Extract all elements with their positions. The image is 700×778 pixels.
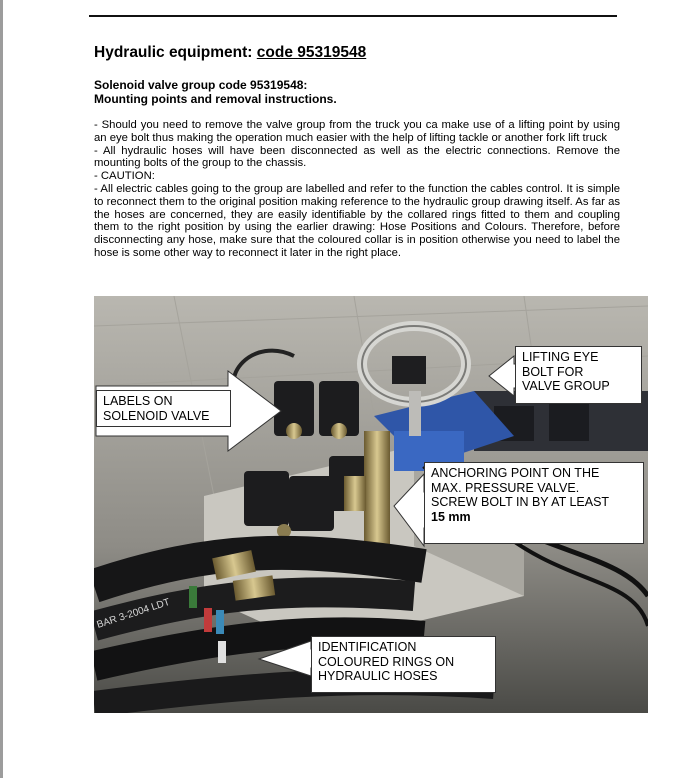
callout-line: SCREW BOLT IN BY AT LEAST bbox=[431, 495, 610, 509]
subtitle-line-1: Solenoid valve group code 95319548: bbox=[94, 78, 308, 92]
instructions-text bbox=[94, 119, 620, 260]
callout-line: ANCHORING POINT ON THE bbox=[431, 466, 600, 480]
title-prefix: Hydraulic equipment: bbox=[94, 44, 257, 61]
title-code: code 95319548 bbox=[256, 44, 367, 61]
callout-line: SOLENOID VALVE bbox=[103, 408, 210, 423]
callout-solenoid-labels bbox=[96, 390, 231, 427]
callout-identification-rings bbox=[311, 636, 496, 693]
callout-line: 15 mm bbox=[431, 509, 471, 524]
callout-line: BOLT FOR bbox=[522, 364, 584, 379]
page-left-border bbox=[0, 0, 3, 778]
callout-line: IDENTIFICATION bbox=[318, 640, 417, 654]
instruction-paragraph: - All hydraulic hoses will have been disconnected as well as the electric connections. Remove the mounting bolts of the group to the chassis. bbox=[94, 144, 620, 170]
top-rule bbox=[89, 15, 617, 17]
callout-line: VALVE GROUP bbox=[522, 379, 610, 393]
callout-lifting-eye-bolt bbox=[515, 346, 642, 404]
callout-line: LABELS ON bbox=[103, 394, 173, 408]
subtitle-line-2: Mounting points and removal instructions. bbox=[94, 92, 337, 106]
callout-anchoring-point bbox=[424, 462, 644, 544]
instruction-paragraph: - Should you need to remove the valve group from the truck you ca make use of a lifting point by using an eye bolt thus making the operation much easier with the help of lifting tackle or another fork lift truck bbox=[94, 119, 620, 144]
callout-line: LIFTING EYE bbox=[522, 350, 599, 364]
page-title bbox=[94, 44, 366, 62]
hose-print-text: BAR 3-2004 LDT bbox=[95, 596, 172, 631]
instruction-paragraph: - CAUTION: bbox=[94, 170, 155, 183]
callout-line: COLOURED RINGS ON bbox=[318, 654, 455, 669]
callout-line: HYDRAULIC HOSES bbox=[318, 669, 438, 683]
callout-line: MAX. PRESSURE VALVE. bbox=[431, 480, 580, 495]
section-subtitle bbox=[94, 78, 337, 106]
instruction-paragraph: - All electric cables going to the group are labelled and refer to the function the cables control. It is simple to reconnect them to the original position making reference to the hydraulic group drawing itself. As far as the hoses are concerned, they are easily identifiable by the collared rings fitted to them and coupling them to the right position by using the earlier drawing: Hose Positions and Colours. Therefore, before disconnecting any hose, make sure that the coloured collar is in position otherwise you need to label the hose is some other way to reconnect it later in the right place. bbox=[94, 182, 620, 259]
